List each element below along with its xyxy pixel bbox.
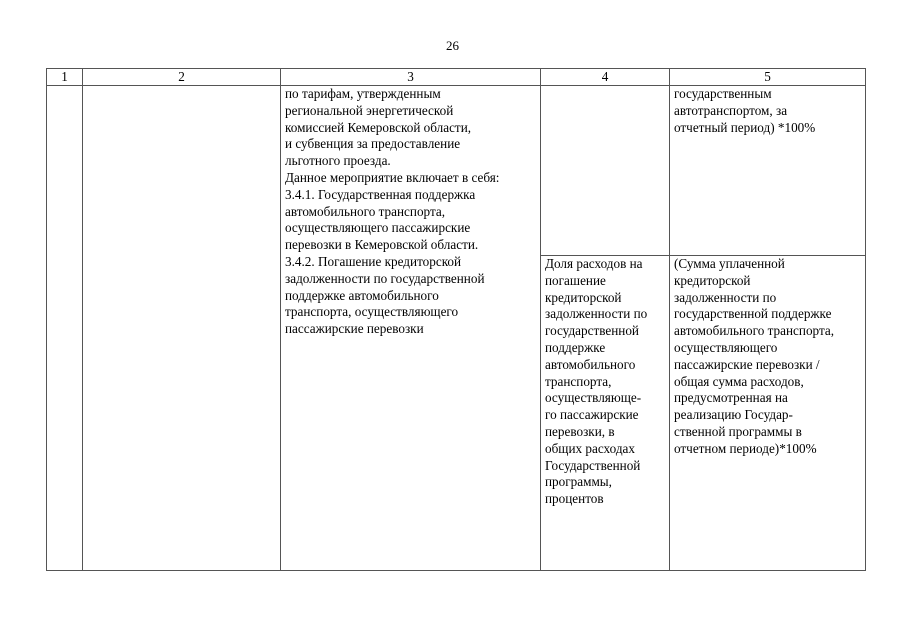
formula-line: пассажирские перевозки / (674, 356, 820, 372)
description-line: и субвенция за предоставление (285, 136, 461, 152)
description-line: региональной энергетической (285, 102, 454, 118)
indicator-line: задолженности по (545, 306, 648, 322)
indicator-line: осуществляюще- (545, 390, 642, 406)
description-line: пассажирские перевозки (285, 321, 424, 337)
description-line: поддержке автомобильного (285, 287, 439, 303)
indicator-line: кредиторской (545, 289, 622, 305)
cell-col-5-formula (670, 256, 866, 571)
indicator-line: программы, (545, 474, 612, 490)
header-col-3: 3 (281, 69, 541, 86)
formula-line: государственным (674, 86, 772, 101)
indicator-line: общих расходах (545, 440, 635, 456)
formula-line: общая сумма расходов, (674, 373, 804, 389)
formula-line: кредиторской (674, 272, 751, 288)
formula-line: реализацию Государ- (674, 407, 793, 423)
formula-line: автотранспортом, за (674, 102, 788, 118)
cell-col-2 (83, 86, 281, 571)
formula-line: отчетный период) *100% (674, 119, 816, 135)
indicator-table (46, 68, 866, 571)
page-number: 26 (446, 38, 459, 53)
indicator-line: поддержке (545, 339, 606, 355)
description-line: транспорта, осуществляющего (285, 304, 459, 320)
description-line: льготного проезда. (285, 153, 391, 169)
header-col-5: 5 (670, 69, 866, 86)
indicator-line: го пассажирские (545, 407, 639, 423)
header-col-1: 1 (47, 69, 83, 86)
cell-col-4-indicator (541, 256, 670, 571)
cell-col-5-formula-continued (670, 86, 866, 256)
indicator-line: транспорта, (545, 373, 612, 389)
header-col-4: 4 (541, 69, 670, 86)
table-header-row (47, 69, 866, 86)
formula-line: автомобильного транспорта, (674, 323, 835, 339)
formula-line: (Сумма уплаченной (674, 256, 785, 271)
header-col-2: 2 (83, 69, 281, 86)
indicator-line: Доля расходов на (545, 256, 643, 271)
description-line: комиссией Кемеровской области, (285, 119, 472, 135)
indicator-line: процентов (545, 491, 604, 507)
cell-col-4-empty (541, 86, 670, 256)
description-line: задолженности по государственной (285, 270, 485, 286)
description-line: осуществляющего пассажирские (285, 220, 471, 236)
indicator-line: погашение (545, 272, 606, 288)
description-line: 3.4.1. Государственная поддержка (285, 186, 476, 202)
formula-line: задолженности по (674, 289, 777, 305)
description-line: 3.4.2. Погашение кредиторской (285, 253, 462, 269)
description-line: перевозки в Кемеровской области. (285, 237, 479, 253)
description-line: Данное мероприятие включает в себя: (285, 169, 500, 185)
formula-line: государственной поддержке (674, 306, 832, 322)
indicator-line: перевозки, в (545, 423, 615, 439)
table-row (47, 86, 866, 256)
indicator-line: государственной (545, 323, 639, 339)
description-line: по тарифам, утвержденным (285, 86, 441, 101)
cell-col-3-description (281, 86, 541, 571)
formula-line: ственной программы в (674, 423, 802, 439)
formula-line: предусмотренная на (674, 390, 788, 406)
indicator-line: Государственной (545, 457, 641, 473)
cell-col-1 (47, 86, 83, 571)
formula-line: осуществляющего (674, 339, 778, 355)
description-line: автомобильного транспорта, (285, 203, 446, 219)
formula-line: отчетном периоде)*100% (674, 440, 817, 456)
indicator-line: автомобильного (545, 356, 636, 372)
